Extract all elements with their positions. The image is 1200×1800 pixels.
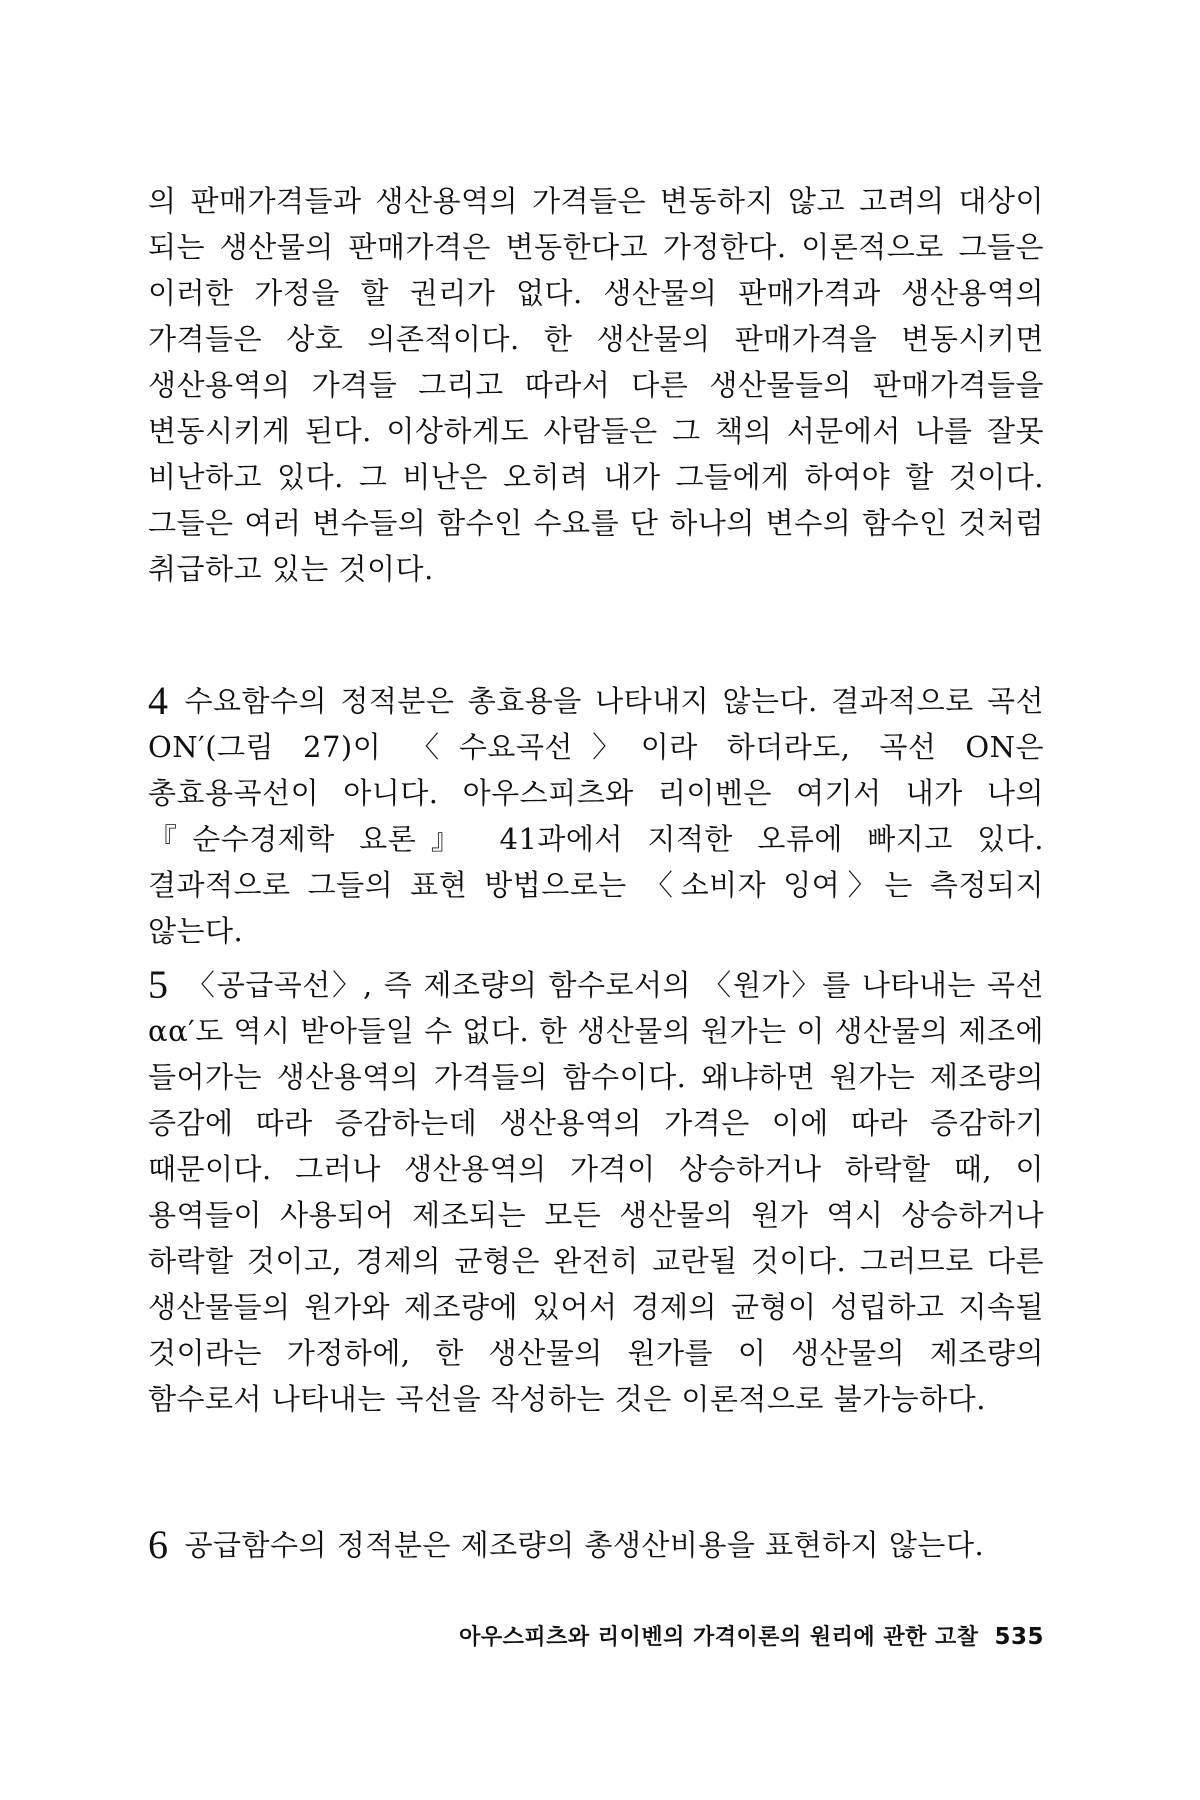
paragraph-4-text: 수요함수의 정적분은 총효용을 나타내지 않는다. 결과적으로 곡선 ON′(그림 27)이 〈수요곡선〉이라 하더라도, 곡선 ON은 총효용곡선이 아니다. 아우스피츠와 리이벤은 여기서 내가 나의 『순수경제학 요론』 41과에서 지적한 오류에 빠지고 있다. 결과적으로 그들의 표현 방법으로는 〈소비자 잉여〉는 측정되지 않는다.: [148, 684, 1044, 948]
paragraph-continuation: 의 판매가격들과 생산용역의 가격들은 변동하지 않고 고려의 대상이 되는 생산물의 판매가격은 변동한다고 가정한다. 이론적으로 그들은 이러한 가정을 할 권리가 없다. 생산물의 판매가격과 생산용역의 가격들은 상호 의존적이다. 한 생산물의 판매가격을 변동시키면 생산용역의 가격들 그리고 따라서 다른 생산물들의 판매가격들을 변동시키게 된다. 이상하게도 사람들은 그 책의 서문에서 나를 잘못 비난하고 있다. 그 비난은 오히려 내가 그들에게 하여야 할 것이다. 그들은 여러 변수들의 함수인 수요를 단 하나의 변수의 함수인 것처럼 취급하고 있는 것이다.: [148, 184, 1044, 586]
running-title: 아우스피츠와 리이벤의 가격이론의 원리에 관한 고찰: [459, 1625, 979, 1650]
page-number: 535: [994, 1624, 1044, 1650]
paragraph-number: 4: [148, 678, 169, 723]
paragraph-6-text: 공급함수의 정적분은 제조량의 총생산비용을 표현하지 않는다.: [184, 1528, 985, 1562]
paragraph-5-text: 〈공급곡선〉, 즉 제조량의 함수로서의 〈원가〉를 나타내는 곡선 αα′도 역시 받아들일 수 없다. 한 생산물의 원가는 이 생산물의 제조에 들어가는 생산용역의 가격들의 함수이다. 왜냐하면 원가는 제조량의 증감에 따라 증감하는데 생산용역의 가격은 이에 따라 증감하기 때문이다. 그러나 생산용역의 가격이 상승하거나 하락할 때, 이 용역들이 사용되어 제조되는 모든 생산물의 원가 역시 상승하거나 하락할 것이고, 경제의 균형은 완전히 교란될 것이다. 그러므로 다른 생산물들의 원가와 제조량에 있어서 경제의 균형이 성립하고 지속될 것이라는 가정하에, 한 생산물의 원가를 이 생산물의 제조량의 함수로서 나타내는 곡선을 작성하는 것은 이론적으로 불가능하다.: [148, 968, 1044, 1416]
page-footer: [459, 1620, 1044, 1651]
paragraph-number: 5: [148, 962, 169, 1007]
paragraph-5: [148, 962, 1044, 1422]
paragraph-number: 6: [148, 1522, 169, 1567]
paragraph-6: [148, 1522, 1044, 1568]
paragraph-4: [148, 678, 1044, 954]
